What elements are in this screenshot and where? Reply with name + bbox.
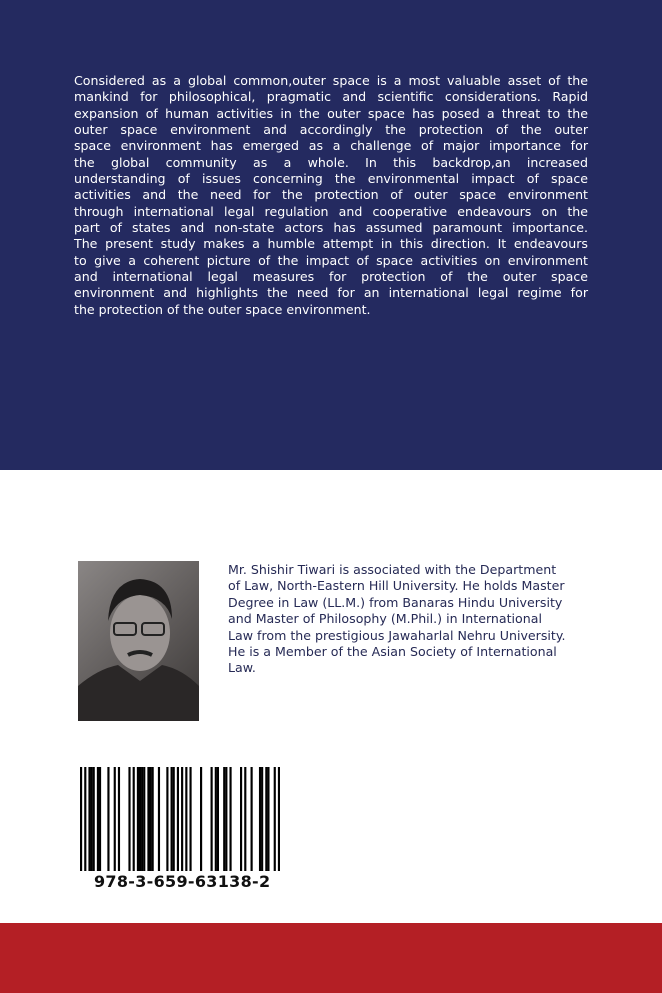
text-line: to give a coherent picture of the impact of space activities on environment xyxy=(74,252,588,268)
barcode-bar xyxy=(84,767,86,871)
barcode-bar xyxy=(152,767,154,871)
barcode-bar xyxy=(251,767,253,871)
text-line: and Master of Philosophy (M.Phil.) in International xyxy=(228,611,542,627)
barcode-bar xyxy=(185,767,187,871)
barcode-bar xyxy=(229,767,231,871)
text-line: and international legal measures for protection of the outer space xyxy=(74,269,588,285)
text-line: understanding of issues concerning the environmental impact of space xyxy=(74,171,588,187)
barcode-bar xyxy=(166,767,168,871)
text-line: space environment has emerged as a challenge of major importance for xyxy=(74,138,588,154)
barcode-bar xyxy=(217,767,219,871)
barcode-bar xyxy=(173,767,175,871)
barcode-bar xyxy=(114,767,116,871)
text-line: Considered as a global common,outer space is a most valuable asset of the xyxy=(74,73,588,88)
text-line: The present study makes a humble attempt in this direction. It endeavours xyxy=(74,236,588,252)
barcode-bar xyxy=(223,767,225,871)
barcode-bar xyxy=(274,767,276,871)
barcode-bar xyxy=(261,767,263,871)
barcode-bar xyxy=(133,767,135,871)
barcode-bar xyxy=(97,767,99,871)
barcode-bar xyxy=(225,767,227,871)
barcode-bar xyxy=(244,767,246,871)
bottom-band xyxy=(0,923,662,993)
text-line: Law. xyxy=(228,660,256,676)
barcode-bar xyxy=(143,767,145,871)
text-line: outer space environment and accordingly the protection of the outer xyxy=(74,122,588,138)
barcode-bar xyxy=(149,767,151,871)
book-blurb xyxy=(74,73,588,318)
barcode-bar xyxy=(278,767,280,871)
text-line: the protection of the outer space environment. xyxy=(74,301,371,317)
barcode-bar xyxy=(200,767,202,871)
barcode-bar xyxy=(215,767,217,871)
author-bio xyxy=(228,562,608,677)
text-line: Law from the prestigious Jawaharlal Nehru University. xyxy=(228,627,566,643)
barcode-bar xyxy=(80,767,82,871)
barcode-bar xyxy=(147,767,149,871)
text-line: environment and highlights the need for an international legal regime for xyxy=(74,285,588,301)
text-line: expansion of human activities in the outer space has posed a threat to the xyxy=(74,105,588,121)
barcode-bar xyxy=(91,767,93,871)
text-line: Degree in Law (LL.M.) from Banaras Hindu University xyxy=(228,594,563,610)
text-line: through international legal regulation and cooperative endeavours on the xyxy=(74,203,588,219)
author-photo xyxy=(78,561,199,721)
text-line: mankind for philosophical, pragmatic and scientific considerations. Rapid xyxy=(74,89,588,105)
barcode-bar xyxy=(181,767,183,871)
barcode-bar xyxy=(240,767,242,871)
barcode-bar xyxy=(177,767,179,871)
text-line: He is a Member of the Asian Society of International xyxy=(228,643,557,659)
barcode-bar xyxy=(267,767,269,871)
barcode-bar xyxy=(137,767,139,871)
barcode-bar xyxy=(141,767,143,871)
barcode-bar xyxy=(139,767,141,871)
barcode-bar xyxy=(107,767,109,871)
isbn-barcode xyxy=(80,767,280,871)
barcode-bar xyxy=(99,767,101,871)
barcode-bar xyxy=(265,767,267,871)
text-line: Mr. Shishir Tiwari is associated with the Department xyxy=(228,562,557,577)
barcode-bar xyxy=(118,767,120,871)
barcode-bar xyxy=(88,767,90,871)
top-band xyxy=(0,0,662,470)
barcode-bar xyxy=(128,767,130,871)
barcode-bar xyxy=(189,767,191,871)
barcode-bar xyxy=(158,767,160,871)
text-line: activities and the need for the protection of outer space environment xyxy=(74,187,588,203)
isbn-number: 978-3-659-63138-2 xyxy=(94,872,271,891)
barcode-bar xyxy=(211,767,213,871)
barcode-bar xyxy=(259,767,261,871)
barcode-bar xyxy=(171,767,173,871)
text-line: the global community as a whole. In this backdrop,an increased xyxy=(74,154,588,170)
text-line: part of states and non-state actors has assumed paramount importance. xyxy=(74,220,588,236)
barcode-bar xyxy=(93,767,95,871)
text-line: of Law, North-Eastern Hill University. He holds Master xyxy=(228,578,565,594)
